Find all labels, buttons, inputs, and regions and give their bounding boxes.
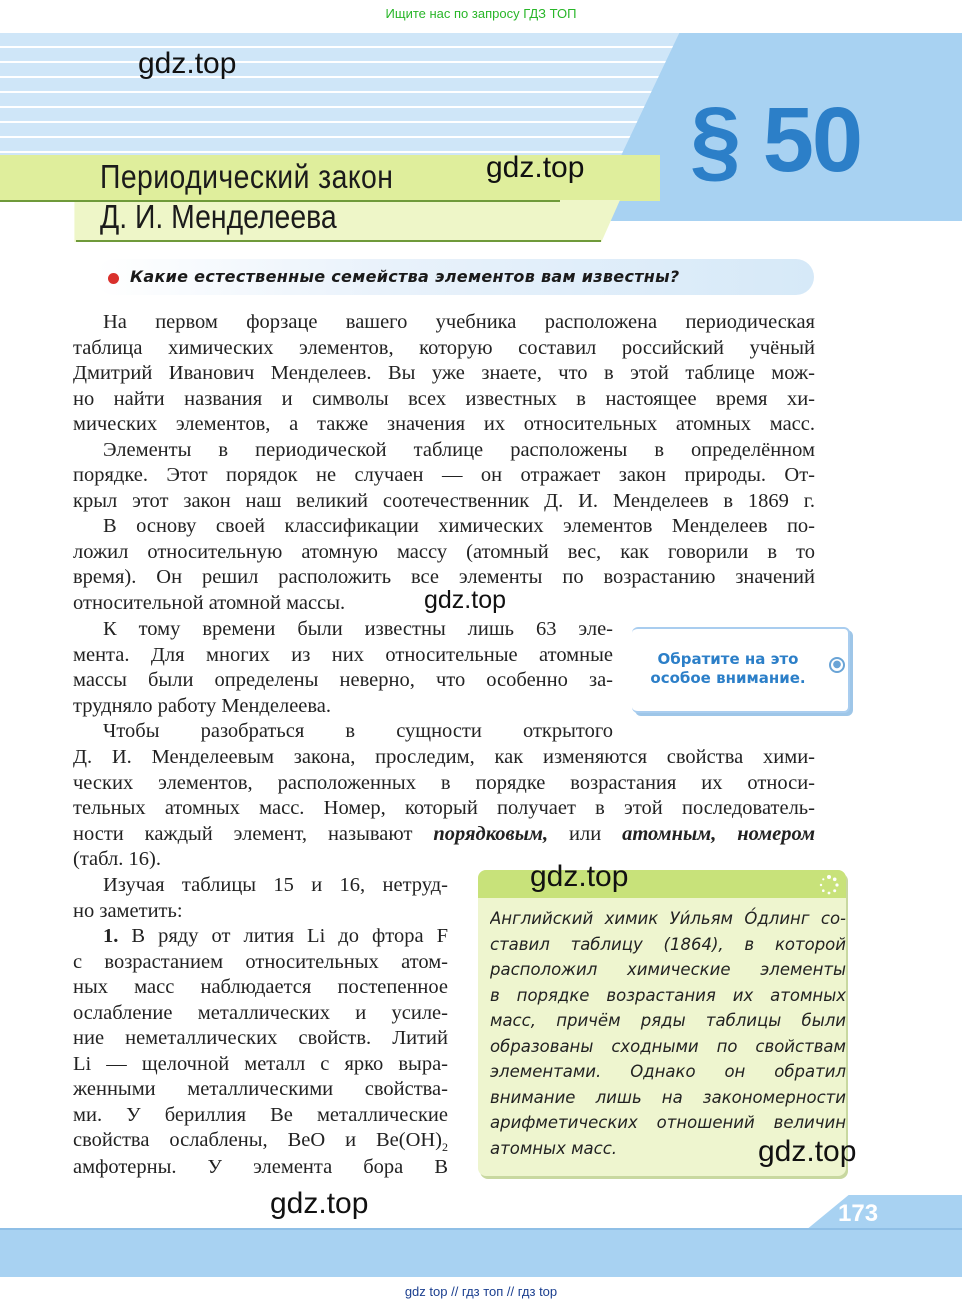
watermark: gdz.top: [138, 47, 237, 80]
text-line: (табл. 16).: [73, 848, 161, 870]
body-text-block-4: [73, 873, 448, 1181]
footer-band: [0, 1229, 962, 1277]
text-line: женными металлическими свойства-: [73, 1078, 448, 1100]
attention-line-1: Обратите на это: [657, 650, 799, 668]
note-line: внимание лишь на закономерности: [490, 1087, 846, 1107]
bullet-dot-icon: [108, 273, 119, 284]
text-line-with-terms: [73, 822, 815, 848]
text-line: Li — щелочной металл с ярко выра-: [73, 1052, 448, 1075]
body-text-block-2: [73, 617, 613, 745]
term-atomic-number: атомным, номером: [622, 822, 815, 845]
question-text: Какие естественные семейства элементов вам известны?: [130, 267, 680, 286]
page-title-line-1: Периодический закон: [100, 158, 394, 195]
text-line: порядке. Этот порядок не случаен — он отражает закон природы. От-: [73, 464, 815, 486]
text-line: время). Он решил расположить все элементы по возрастанию значений: [73, 566, 815, 588]
text-line: трудняло работу Менделеева.: [73, 694, 332, 717]
note-line: масс, причём ряды таблицы были: [490, 1011, 846, 1030]
body-text-block-1: [73, 310, 815, 616]
page-title-line-2: Д. И. Менделеева: [100, 198, 337, 235]
note-line: расположил химические элементы: [490, 960, 846, 979]
text-line: ми. У бериллия Be металлические: [73, 1103, 448, 1126]
text-line: таблица химических элементов, которую составил российский учёный: [73, 336, 815, 359]
text-line: крыл этот закон наш великий соотечественник Д. И. Менделеев в 1869 г.: [73, 489, 815, 512]
text-line: тельных атомных масс. Номер, который получает в этой последователь-: [73, 797, 815, 819]
title-underline-2: [76, 240, 601, 242]
text-line: относительной атомной массы.: [73, 591, 346, 614]
text-line: амфотерны. У элемента бора B: [73, 1156, 448, 1178]
text-fragment: В ряду от лития Li до фтора F: [131, 925, 448, 947]
note-line: элементами. Однако он обратил: [490, 1062, 846, 1081]
attention-text: [640, 650, 816, 688]
text-line: Д. И. Менделеевым закона, проследим, как изменяются свойства хими-: [73, 746, 815, 768]
top-note: Ищите нас по запросу ГДЗ ТОП: [385, 6, 577, 21]
paragraph-number: § 50: [690, 89, 862, 191]
watermark: gdz.top: [270, 1187, 369, 1220]
text-line: Элементы в периодической таблице расположены в определённом: [103, 438, 815, 461]
note-line: образованы сходными по свойствам: [490, 1036, 846, 1056]
text-line: ных масс наблюдается постепенное: [73, 976, 448, 998]
note-line: арифметических отношений величин: [490, 1113, 846, 1132]
body-text-block-3: [73, 745, 815, 873]
text-line: ние неметаллических свойств. Литий: [73, 1027, 448, 1049]
note-line: Английский химик Уи́льям О́длинг со-: [490, 909, 846, 928]
text-line: мических элементов, а также значения их относительных атомных масс.: [73, 413, 815, 435]
header-lined-band: [0, 33, 740, 155]
text-line: ослабление металлических и усиле-: [73, 1001, 448, 1024]
text-line: Чтобы разобраться в сущности открытого: [103, 720, 613, 742]
footer-divider: [0, 1228, 962, 1230]
text-fragment: свойства ослаблены, BeO и Be(OH): [73, 1129, 442, 1151]
text-line: ческих элементов, расположенных в порядке возрастания их относи-: [73, 771, 815, 794]
text-fragment: или: [569, 822, 602, 845]
watermark: gdz.top: [758, 1135, 857, 1168]
watermark: gdz.top: [530, 860, 629, 893]
text-line: Дмитрий Иванович Менделеев. Вы уже знаете, что в этой таблице мож-: [73, 362, 815, 384]
note-line: атомных масс.: [490, 1138, 618, 1158]
list-number: 1.: [103, 925, 119, 947]
note-line: в порядке возрастания их атомных: [490, 985, 846, 1005]
subscript: 2: [442, 1140, 448, 1155]
bottom-note: gdz top // гдз топ // гдз top: [404, 1284, 558, 1299]
text-line: но заметить:: [73, 899, 183, 922]
text-line: К тому времени были известны лишь 63 эле-: [103, 618, 613, 640]
eye-icon: ●: [829, 657, 845, 673]
watermark: gdz.top: [486, 151, 585, 184]
text-line: но найти названия и символы всех известных в настоящее время хи-: [73, 387, 815, 410]
page-number: 173: [838, 1200, 879, 1227]
text-line: ложил относительную атомную массу (атомный вес, как говорили в то: [73, 540, 815, 563]
text-line-numbered: [73, 924, 448, 950]
text-line: массы были определены неверно, что особенно за-: [73, 669, 613, 691]
text-line: мента. Для многих из них относительные атомные: [73, 643, 613, 666]
attention-line-2: особое внимание.: [650, 669, 806, 687]
text-line: В основу своей классификации химических элементов Менделеев по-: [103, 515, 815, 537]
watermark: gdz.top: [424, 586, 507, 614]
loading-dots-icon: [818, 874, 840, 896]
term-ordinal: порядковым,: [433, 822, 549, 845]
note-text: [490, 906, 846, 1161]
text-fragment: ности каждый элемент, называют: [73, 822, 413, 845]
text-line: с возрастанием относительных атом-: [73, 950, 448, 973]
note-line: ставил таблицу (1864), в которой: [490, 934, 846, 954]
text-line: [73, 1128, 448, 1155]
text-line: На первом форзаце вашего учебника расположена периодическая: [103, 311, 815, 333]
text-line: Изучая таблицы 15 и 16, нетруд-: [103, 874, 448, 896]
